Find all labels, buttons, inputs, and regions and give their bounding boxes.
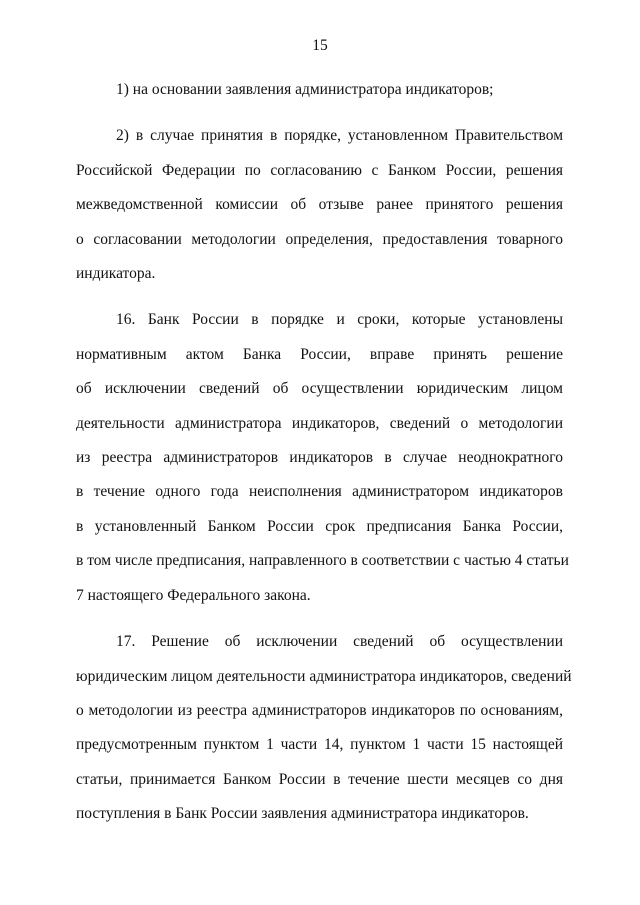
page-number: 15 <box>312 37 328 54</box>
text-line: о методологии из реестра администраторов индикаторов по основаниям, <box>76 701 563 719</box>
text-line: 16. Банк России в порядке и сроки, которые установлены <box>116 311 563 329</box>
text-line: 2) в случае принятия в порядке, установленном Правительством <box>116 127 563 145</box>
text-line: юридическим лицом деятельности администратора индикаторов, сведений <box>76 667 572 685</box>
text-line: поступления в Банк России заявления администратора индикаторов. <box>76 805 529 823</box>
text-line: 7 настоящего Федерального закона. <box>76 586 311 604</box>
document-body <box>76 73 572 844</box>
text-line: о согласовании методологии определения, предоставления товарного <box>76 230 563 248</box>
paragraph-item-2 <box>76 119 563 291</box>
text-line: предусмотренным пунктом 1 части 14, пунктом 1 части 15 настоящей <box>76 736 563 754</box>
text-line: об исключении сведений об осуществлении юридическим лицом <box>76 380 563 398</box>
text-line: нормативным актом Банка России, вправе принять решение <box>76 345 563 363</box>
text-line: статьи, принимается Банком России в течение шести месяцев со дня <box>76 770 563 788</box>
text-line: в установленный Банком России срок предписания Банка России, <box>76 517 563 535</box>
text-line: межведомственной комиссии об отзыве ранее принятого решения <box>76 196 563 214</box>
paragraph-item-1 <box>76 73 563 107</box>
text-line: 17. Решение об исключении сведений об осуществлении <box>116 633 563 651</box>
paragraph-17 <box>76 625 572 831</box>
text-line: в течение одного года неисполнения администратором индикаторов <box>76 483 563 501</box>
text-line: Российской Федерации по согласованию с Банком России, решения <box>76 161 563 179</box>
paragraph-16 <box>76 303 569 613</box>
text-line: из реестра администраторов индикаторов в случае неоднократного <box>76 449 563 467</box>
text-line: 1) на основании заявления администратора индикаторов; <box>116 81 494 98</box>
text-line: деятельности администратора индикаторов, сведений о методологии <box>76 414 563 432</box>
text-line: в том числе предписания, направленного в соответствии с частью 4 статьи <box>76 552 569 570</box>
text-line: индикатора. <box>76 265 156 283</box>
